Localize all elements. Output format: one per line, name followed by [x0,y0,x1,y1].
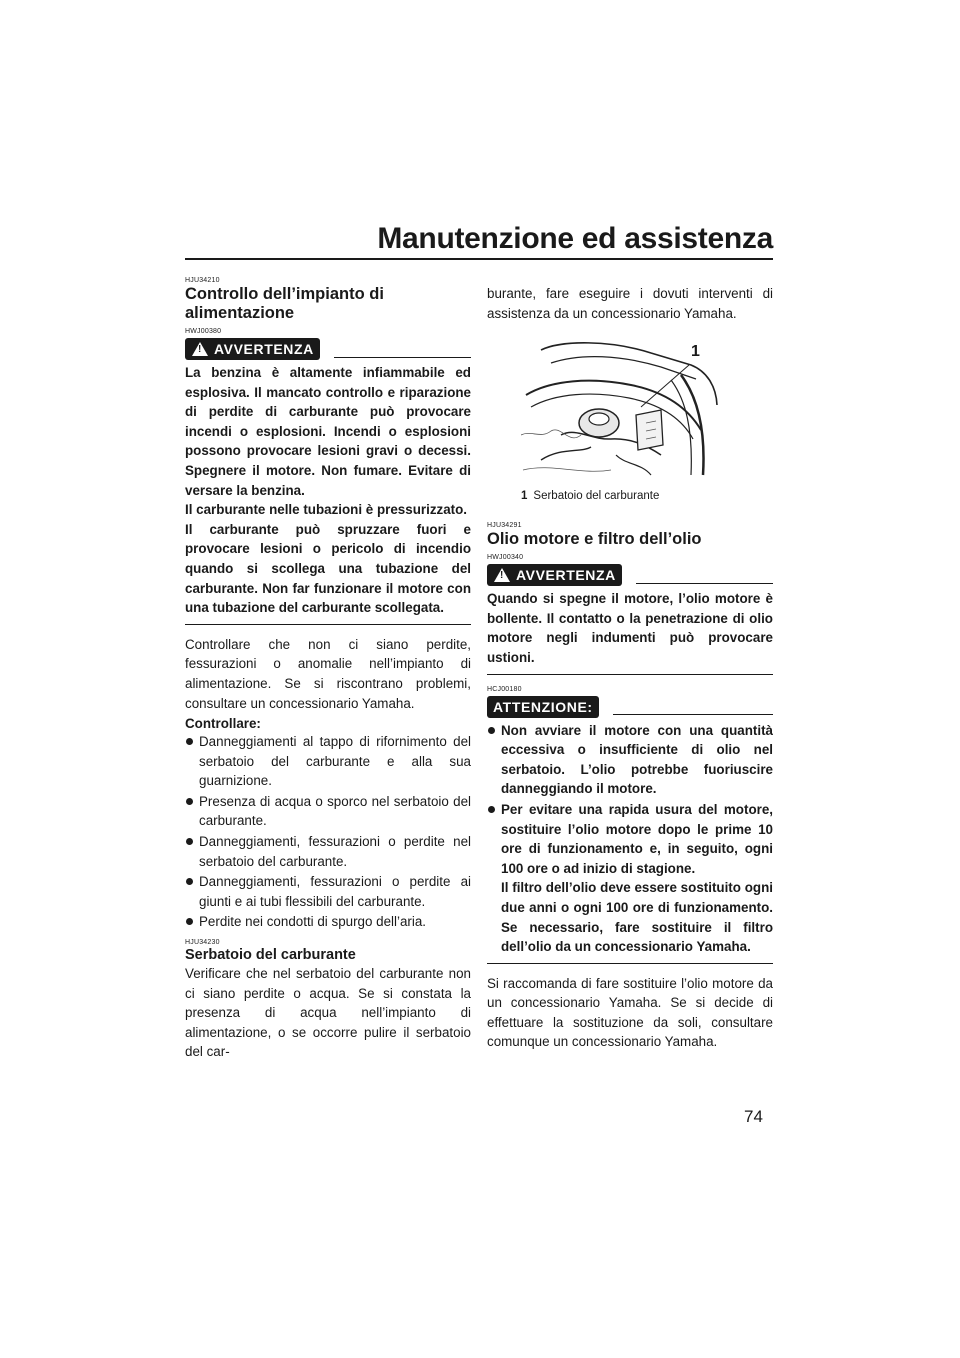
page-number: 74 [744,1107,763,1126]
divider [636,583,773,584]
divider [613,714,773,715]
caution-code: HCJ00180 [487,685,522,693]
section-code: HJU34210 [185,277,220,284]
warning-header [487,564,773,586]
list-item: Presenza di acqua o sporco nel serbatoio del carburante. [185,792,471,831]
list-item-extra: Il filtro dell’olio deve essere sostituito ogni due anni o ogni 100 ore di funzionamento. Se necessario, fare sostituire il filtro dell’olio da un concessionario Yamaha. [501,880,773,955]
warning-triangle-icon [192,342,208,356]
figure-callout: 1 [691,343,700,361]
header-rule [185,258,773,260]
caption-text: Serbatoio del carburante [533,490,660,503]
list-item: Non avviare il motore con una quantità eccessiva o insufficiente di olio nel serbatoio. L’olio potrebbe fuoriuscire danneggiando il motore. [487,721,773,799]
check-label: Controllare: [185,716,261,732]
divider [185,624,471,625]
section-title: Controllo dell’impianto di alimentazione [185,285,384,322]
section-title: Olio motore e filtro dell’olio [487,530,702,549]
body-text: burante, fare eseguire i dovuti interventi di assistenza da un concessionario Yamaha. [487,286,773,321]
caution-badge: ATTENZIONE: [487,696,599,718]
figure-caption [521,489,773,503]
subsection-code: HJU34230 [185,939,220,947]
left-column [185,276,471,1062]
warning-triangle-icon [494,568,510,582]
list-item: Danneggiamenti al tappo di rifornimento del serbatoio del carburante e alla sua guarnizione. [185,732,471,791]
body-text: Verificare che nel serbatoio del carburante non ci siano perdite o acqua. Se si constata la presenza di acqua nell’impianto di alimentazione, o se occorre pulire il serbatoio del car- [185,966,471,1060]
warning-label: AVVERTENZA [516,567,616,584]
warning-label: AVVERTENZA [214,341,314,357]
warning-code: HWJ00380 [185,328,222,335]
list-item: Danneggiamenti, fessurazioni o perdite nel serbatoio del carburante. [185,832,471,871]
right-column [487,284,773,1052]
warning-badge [185,338,320,360]
page-header [185,222,773,260]
list-item-text: Per evitare una rapida usura del motore, sostituire l’olio motore dopo le prime 10 ore di funzionamento e, in seguito, ogni 100 ore o ad inizio di stagione. [501,801,773,876]
warning-badge [487,564,622,586]
caution-list [487,721,773,957]
body-text: Controllare che non ci siano perdite, fessurazioni o anomalie nell’impianto di alimentazione. Se si riscontrano problemi, consultare un concessionario Yamaha. [185,636,471,711]
section-code: HJU34291 [487,522,522,530]
warning-text: Quando si spegne il motore, l’olio motore è bollente. Il contatto o la penetrazione di olio motore negli indumenti può provocare ustioni. [487,591,773,665]
warning-text: Il carburante può spruzzare fuori e provocare lesioni o pericolo di incendio quando si scollega una tubazione del carburante. Non far funzionare il motore con una tubazione del carburante scollegata. [185,521,471,616]
divider [487,963,773,964]
caption-number: 1 [521,490,528,503]
page-title: Manutenzione ed assistenza [377,222,773,255]
warning-text: La benzina è altamente infiammabile ed esplosiva. Il mancato controllo e riparazione di perdite di carburante può provocare incendi o esplosioni. Incendi o esplosioni possono provocare lesioni gravi o decessi. Spegnere il motore. Non fumare. Evitare di versare la benzina. [185,365,471,498]
warning-header [185,338,471,360]
list-item: Danneggiamenti, fessurazioni o perdite ai giunti e ai tubi flessibili del carburante. [185,872,471,911]
divider [487,674,773,675]
subsection-title: Serbatoio del carburante [185,947,356,964]
list-item [487,800,773,957]
body-text: Si raccomanda di fare sostituire l’olio motore da un concessionario Yamaha. Se si decide di effettuare la sostituzione da soli, consultare comunque un concessionario Yamaha. [487,975,773,1050]
caution-header [487,696,773,718]
divider [334,357,471,358]
warning-code: HWJ00340 [487,554,524,562]
check-list [185,732,471,932]
list-item: Perdite nei condotti di spurgo dell’aria. [185,912,471,932]
warning-text: Il carburante nelle tubazioni è pressurizzato. [185,502,468,518]
fuel-tank-figure [521,335,721,485]
